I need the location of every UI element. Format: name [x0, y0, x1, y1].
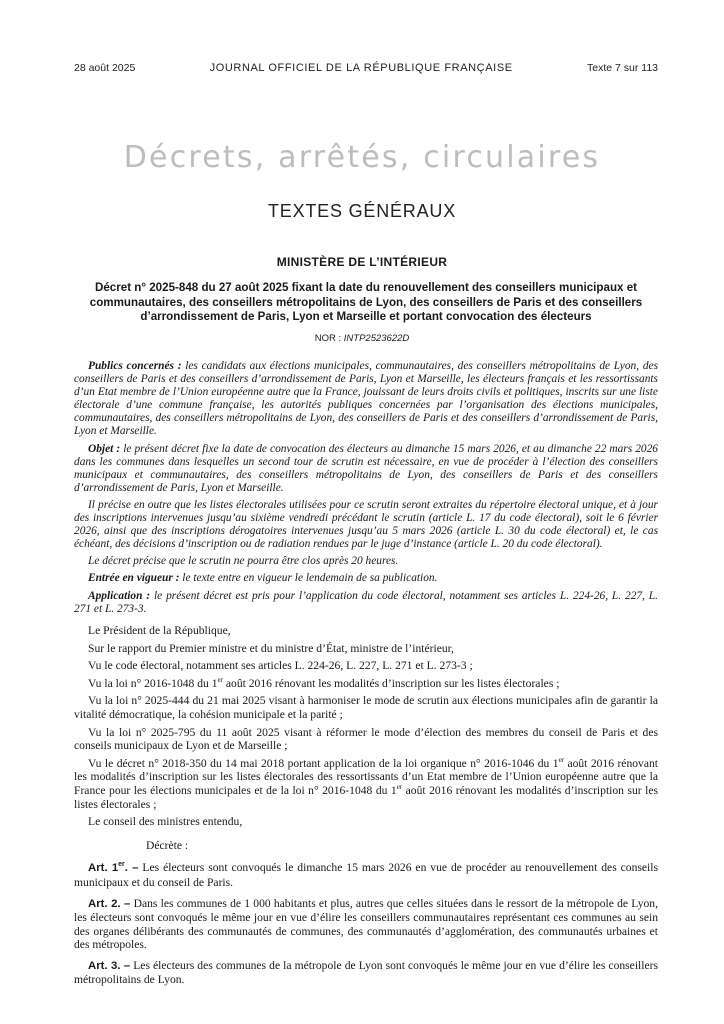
summary-entree — [74, 572, 658, 585]
article-2-text: Dans les communes de 1 000 habitants et plus, autres que celles situées dans le ressort de la métropole de Lyon, les électeurs sont convoqués le même jour en vue d’élire les conseillers communautaires représentant ces communes au sein des organes délibérants des communautés de communes, des communautés d’agglomération, des communautés urbaines et des métropoles. — [74, 896, 659, 952]
article-3-text: Les électeurs des communes de la métropole de Lyon sont convoqués le même jour en vue d’élire les conseillers métropolitains de Lyon. — [74, 958, 659, 987]
nor-reference — [0, 333, 724, 344]
publics-label: Publics concernés : — [88, 360, 182, 372]
ministry-name: MINISTÈRE DE L’INTÉRIEUR — [276, 255, 448, 269]
summary-clos: Le décret précise que le scrutin ne pourra être clos après 20 heures. — [88, 555, 399, 568]
preamble-vu-decret — [74, 757, 658, 811]
application-label: Application : — [88, 589, 151, 602]
article-3 — [74, 959, 658, 987]
objet-text: le présent décret fixe la date de convocation des électeurs au dimanche 15 mars 2026, et au dimanche 22 mars 2026 dans les communes dans lesquelles un second tour de scrutin est nécessaire, en vue de procéder à l’élection des conseillers municipaux et communautaires, des conseillers métropolitains de Lyon, des conseillers de Paris et des conseillers d’arrondissement de Paris, Lyon et Marseille. — [74, 442, 658, 494]
preamble-vu-loi-2025-795: Vu la loi n° 2025-795 du 11 août 2025 visant à réformer le mode d’élection des membres du conseil de Paris et des conseils municipaux de Lyon et de Marseille ; — [74, 725, 658, 753]
preamble-rapport: Sur le rapport du Premier ministre et du ministre d’État, ministre de l’intérieur, — [88, 641, 454, 655]
summary-objet — [74, 443, 658, 495]
decree-body — [74, 624, 658, 994]
preamble-vu-loi-2025-444: Vu la loi n° 2025-444 du 21 mai 2025 visant à harmoniser le mode de scrutin aux élections municipales afin de garantir la vitalité démocratique, la cohésion municipale et la parité ; — [74, 694, 658, 721]
article-1-text: Les électeurs sont convoqués le dimanche 15 mars 2026 en vue de procéder au renouvellement des conseils municipaux et du conseil de Paris. — [74, 861, 658, 889]
article-1-label-a: Art. 1 — [88, 862, 119, 875]
vu-loi-2016-a: Vu la loi n° 2016-1048 du 1 — [88, 676, 218, 690]
entree-text: le texte entre en vigueur le lendemain de sa publication. — [179, 572, 438, 585]
decrete: Décrète : — [146, 838, 189, 852]
article-1-label — [88, 862, 138, 874]
preamble-vu-code: Vu le code électoral, notamment ses articles L. 224-26, L. 227, L. 271 et L. 273-3 ; — [88, 659, 473, 673]
objet-label: Objet : — [88, 442, 121, 455]
vu-decret-b: août 2016 rénovant les modalités d’inscription sur les listes électorales des ressortissants d’un Etat membre de l’Union européenne autre que la France pour les élections municipales et de la loi n° 2016-1048 du 1 — [74, 756, 659, 797]
text-number: Texte 7 sur 113 — [586, 62, 658, 74]
application-text: le présent décret est pris pour l’application du code électoral, notamment ses articles L. 224-26, L. 227, L. 271 et L. 273-3. — [74, 589, 658, 615]
vu-loi-2016-b: août 2016 rénovant les modalités d’inscription sur les listes électorales ; — [222, 676, 560, 690]
vu-loi-2016-sup: er — [217, 675, 223, 684]
preamble-conseil: Le conseil des ministres entendu, — [88, 815, 243, 829]
page-header — [74, 62, 658, 74]
article-1 — [74, 861, 658, 889]
subsection-title: TEXTES GÉNÉRAUX — [267, 201, 457, 221]
publics-text: les candidats aux élections municipales, communautaires, des conseillers métropolitains de Lyon, des conseillers de Paris et des conseillers d’arrondissement de Paris, Lyon et Marseille, les électeurs français et les ressortissants d’un Etat membre de l’Union européenne autre que la France, jouissant de leurs droits civils et politiques, inscrits sur une liste électorale d’une commune française, les autorités publiques concernées par l’organisation des élections municipales, communautaires, des conseillers métropolitains de Lyon, des conseillers de Paris et des conseillers d’arrondissement de Paris, Lyon et Marseille. — [74, 360, 659, 438]
vu-decret-c: août 2016 rénovant les modalités d’inscription sur les listes électorales ; — [74, 783, 658, 811]
article-1-label-b: . – — [124, 862, 139, 875]
article-2 — [74, 897, 658, 952]
section-title: Décrets, arrêtés, circulaires — [123, 140, 601, 175]
summary-publics — [74, 360, 658, 439]
decree-title: Décret n° 2025-848 du 27 août 2025 fixant la date du renouvellement des conseillers municipaux et communautaires, des conseillers métropolitains de Lyon, des conseillers de Paris et des conseillers d’arrondissement de Paris, Lyon et Marseille et portant convocation des électeurs — [89, 281, 643, 324]
preamble-president: Le Président de la République, — [88, 624, 231, 637]
vu-decret-a: Vu le décret n° 2018-350 du 14 mai 2018 portant application de la loi organique n° 2016-1046 du 1 — [88, 756, 559, 770]
vu-decret-sup1: er — [558, 755, 565, 764]
article-1-sup: er — [118, 861, 125, 869]
article-3-label: Art. 3. – — [88, 959, 131, 972]
entree-label: Entrée en vigueur : — [88, 572, 180, 585]
publication-date: 28 août 2025 — [74, 62, 136, 74]
nor-code: INTP2523622D — [343, 333, 410, 344]
journal-name: JOURNAL OFFICIEL DE LA RÉPUBLIQUE FRANÇAISE — [209, 62, 513, 74]
article-2-label: Art. 2. – — [88, 897, 131, 910]
nor-label: NOR : — [314, 333, 344, 344]
vu-decret-sup2: er — [396, 783, 403, 792]
summary-application — [74, 590, 658, 616]
decree-summary — [74, 360, 658, 620]
preamble-vu-loi-2016 — [74, 677, 658, 691]
summary-precise: Il précise en outre que les listes électorales utilisées pour ce scrutin seront extraites du répertoire électoral unique, et à jour des inscriptions intervenues jusqu’au sixième vendredi précédant le scrutin (article L. 17 du code électoral), soit le 6 février 2026, ainsi que des inscriptions dérogatoires intervenues jusqu’au 5 mars 2026 (article L. 30 du code électoral) et, le cas échéant, des décisions d’inscription ou de radiation rendues par le juge d’instance (article L. 20 du code électoral). — [74, 498, 658, 551]
